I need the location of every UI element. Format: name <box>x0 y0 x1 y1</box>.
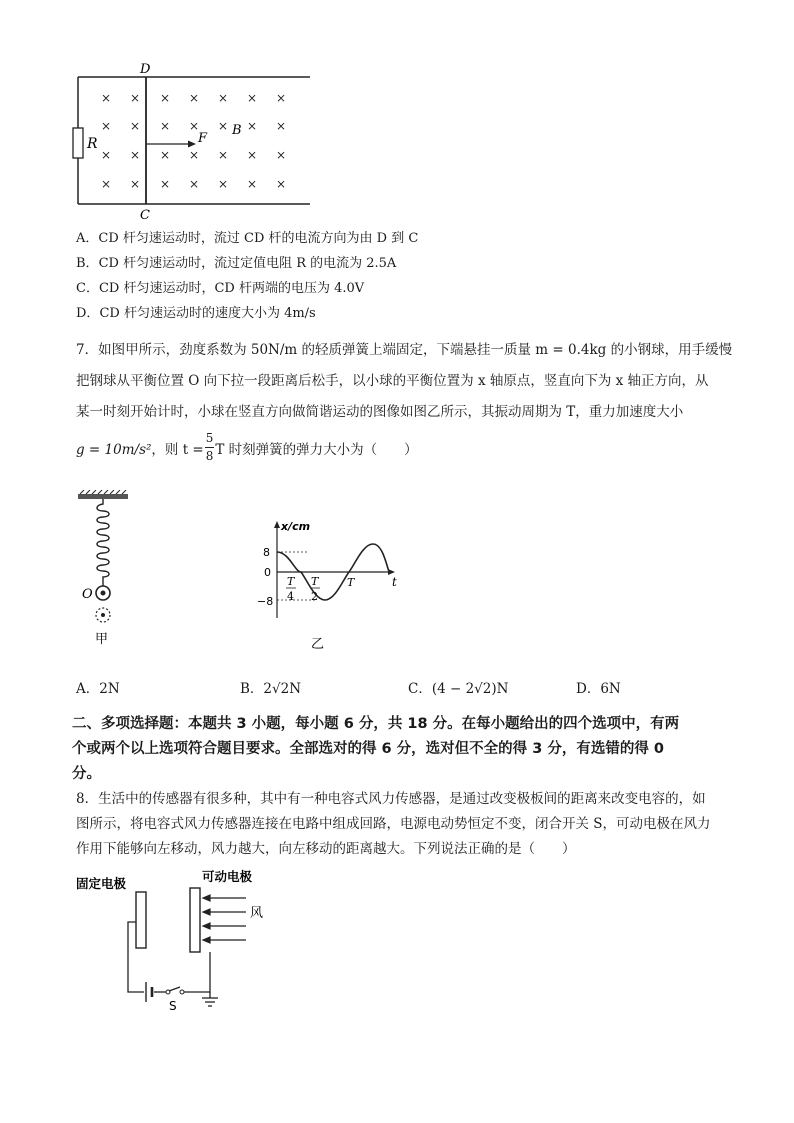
svg-text:×: × <box>247 177 258 191</box>
svg-text:×: × <box>276 148 287 162</box>
q8-line-3: 作用下能够向左移动，风力越大，向左移动的距离越大。下列说法正确的是（ ） <box>76 841 576 857</box>
tick-t: T <box>347 576 355 589</box>
x-axis-label: t <box>392 575 397 589</box>
caption-jia: 甲 <box>95 632 109 647</box>
svg-text:×: × <box>218 177 229 191</box>
svg-text:×: × <box>247 148 258 162</box>
fig-jia-spring <box>70 490 140 650</box>
q7-frac-den: 8 <box>205 449 214 463</box>
label-r: R <box>87 136 98 152</box>
svg-text:×: × <box>189 177 200 191</box>
q7-choice-b: B．2√2N <box>240 681 302 697</box>
svg-text:×: × <box>101 91 112 105</box>
svg-text:×: × <box>101 119 112 133</box>
right-wire <box>184 952 210 992</box>
q7-line-4 <box>76 430 418 470</box>
q7-line-1: 7．如图甲所示，劲度系数为 50N/m 的轻质弹簧上端固定，下端悬挂一质量 m = 0.4kg 的小钢球，用手缓慢 <box>76 342 733 358</box>
label-d: D <box>140 62 151 77</box>
svg-text:×: × <box>276 91 287 105</box>
wind-arrows <box>203 895 246 943</box>
q8-line-1: 8．生活中的传感器有很多种，其中有一种电容式风力传感器，是通过改变极板间的距离来改变电容的，如 <box>76 791 706 807</box>
y-axis-label: x/cm <box>281 520 311 533</box>
switch-label: S <box>169 999 177 1013</box>
fig-yi-graph <box>255 518 405 653</box>
ground-symbol <box>202 998 218 1006</box>
tick-8: 8 <box>263 546 270 559</box>
tick-t4-num: T <box>287 575 295 588</box>
q7-line-2: 把钢球从平衡位置 O 向下拉一段距离后松手，以小球的平衡位置为 x 轴原点，竖直向下为 x 轴正方向，从 <box>76 373 709 389</box>
svg-text:×: × <box>160 119 171 133</box>
label-o: O <box>82 587 93 602</box>
fixed-plate <box>136 892 146 948</box>
wind-label: 风 <box>250 906 264 921</box>
movable-plate <box>190 888 200 952</box>
q7-choice-c: C．(4 − 2√2)N <box>408 681 509 697</box>
svg-text:×: × <box>189 148 200 162</box>
q7-g-value: g = 10m/s² <box>76 442 152 458</box>
label-f: F <box>198 131 208 146</box>
q6-option-b: B．CD 杆匀速运动时，流过定值电阻 R 的电流为 2.5A <box>76 256 397 271</box>
svg-text:×: × <box>247 91 258 105</box>
svg-text:×: × <box>160 91 171 105</box>
movable-electrode-label: 可动电极 <box>202 869 253 884</box>
svg-text:×: × <box>218 119 229 133</box>
tick-t2-den: 2 <box>311 590 318 603</box>
tick-0: 0 <box>264 566 271 579</box>
svg-text:×: × <box>101 177 112 191</box>
svg-text:×: × <box>276 177 287 191</box>
svg-text:×: × <box>247 119 258 133</box>
q7-fraction <box>205 430 215 465</box>
svg-text:×: × <box>218 148 229 162</box>
tick-t4-den: 4 <box>287 590 294 603</box>
spring <box>97 499 109 586</box>
q8-line-2: 图所示，将电容式风力传感器连接在电路中组成回路，电源电动势恒定不变，闭合开关 S，可动电极在风力 <box>76 816 711 832</box>
q6-figure <box>70 62 320 222</box>
label-c: C <box>140 208 150 222</box>
tick-m8: −8 <box>257 595 274 608</box>
q7-frac-num: 5 <box>205 430 215 448</box>
q7-choice-d: D．6N <box>576 681 621 697</box>
section2-line-1: 二、多项选择题：本题共 3 小题，每小题 6 分，共 18 分。在每小题给出的四个选项中，有两 <box>72 716 680 732</box>
q7-line-4-end: T 时刻弹簧的弹力大小为（ ） <box>215 442 418 458</box>
q6-option-a: A．CD 杆匀速运动时，流过 CD 杆的电流方向为由 D 到 C <box>76 231 419 246</box>
resistor-r <box>73 128 83 158</box>
switch-blade <box>169 987 180 991</box>
svg-text:×: × <box>189 91 200 105</box>
switch-contact-right <box>180 990 184 994</box>
field-crosses <box>101 91 286 191</box>
svg-text:×: × <box>130 177 141 191</box>
section2-line-2: 个或两个以上选项符合题目要求。全部选对的得 6 分，选对但不全的得 3 分，有选错的得 0 <box>72 741 665 757</box>
svg-text:×: × <box>130 91 141 105</box>
q7-line-3: 某一时刻开始计时，小球在竖直方向做简谐运动的图像如图乙所示，其振动周期为 T，重力加速度大小 <box>76 404 684 420</box>
q7-t-eq: ，则 t = <box>151 442 204 458</box>
q6-option-d: D．CD 杆匀速运动时的速度大小为 4m/s <box>76 306 316 321</box>
force-arrowhead <box>188 141 196 148</box>
q8-circuit-figure <box>70 868 290 1018</box>
svg-text:×: × <box>160 177 171 191</box>
fixed-electrode-label: 固定电极 <box>76 876 127 891</box>
svg-text:×: × <box>101 148 112 162</box>
svg-text:×: × <box>130 119 141 133</box>
tick-t2-num: T <box>311 575 319 588</box>
svg-text:×: × <box>218 91 229 105</box>
svg-text:×: × <box>160 148 171 162</box>
svg-text:×: × <box>189 119 200 133</box>
svg-text:×: × <box>276 119 287 133</box>
q6-option-c: C．CD 杆匀速运动时，CD 杆两端的电压为 4.0V <box>76 281 365 296</box>
ceiling <box>78 494 128 499</box>
label-b: B <box>232 123 242 138</box>
caption-yi: 乙 <box>311 637 325 652</box>
section2-line-3: 分。 <box>72 766 101 782</box>
q7-choice-a: A．2N <box>76 681 120 697</box>
svg-text:×: × <box>130 148 141 162</box>
